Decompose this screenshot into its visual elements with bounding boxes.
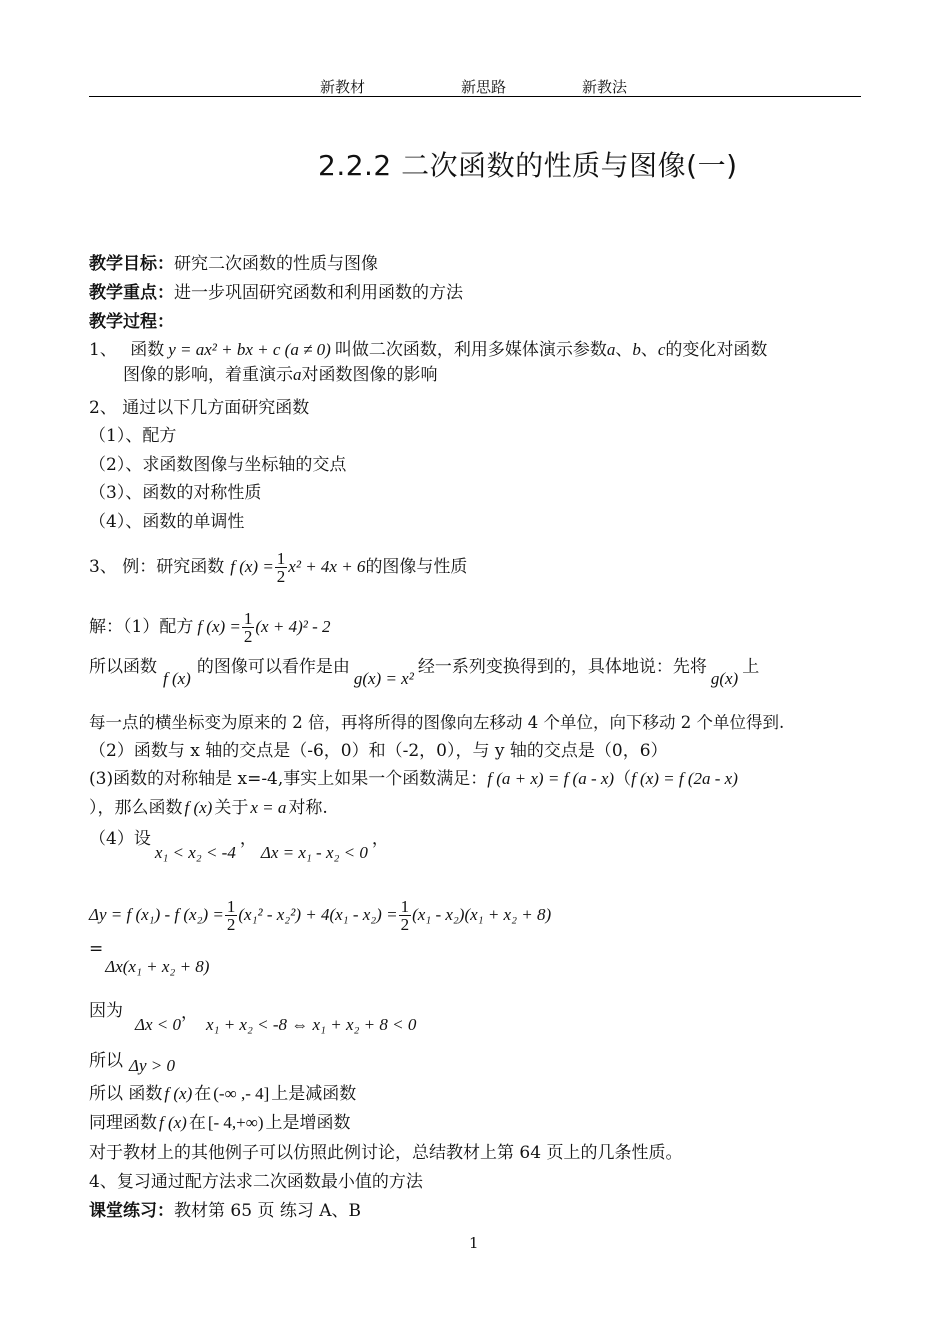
numerator: 1: [226, 897, 236, 916]
denominator: 2: [400, 915, 410, 934]
function-rest: x² + 4x + 6: [288, 557, 366, 576]
delta-x-condition: Δx = x₁ - x₂ < 0: [260, 843, 368, 862]
item3-tail: 的图像与性质: [365, 557, 468, 577]
x-condition: x₁ < x₂ < -4: [154, 843, 236, 862]
decreasing-interval: (-∞ ,- 4]: [213, 1084, 270, 1103]
dec-b: 在: [194, 1084, 212, 1104]
header-item: 新教法: [582, 78, 628, 96]
inc-a: 同理函数: [89, 1113, 157, 1133]
quadratic-formula: y = ax² + bx + c (a ≠ 0): [168, 340, 331, 359]
fx-expression: f (x): [164, 1084, 193, 1103]
param-c: c: [657, 340, 666, 359]
solution-line: [89, 610, 331, 645]
axis-equation: x = a: [250, 798, 287, 817]
other-examples-line: 对于教材上的其他例子可以仿照此例讨论，总结教材上第 64 页上的几条性质。: [89, 1143, 683, 1163]
symmetry-line2: [89, 797, 328, 819]
inc-c: 上是增函数: [265, 1113, 351, 1133]
because-label: 因为: [89, 1001, 123, 1021]
transform-line2: 每一点的横坐标变为原来的 2 倍，再将所得的图像向左移动 4 个单位，向下移动 2 个单位得到.: [89, 713, 785, 732]
process-label: 教学过程：: [89, 312, 174, 332]
practice-text: 教材第 65 页 练习 A、B: [174, 1201, 362, 1221]
mono-pre: （4）设: [89, 829, 151, 849]
mono-so: [89, 1050, 175, 1075]
symmetry-line1: [89, 768, 738, 790]
objective-text: 研究二次函数的性质与图像: [174, 254, 378, 274]
param-a: a: [606, 340, 616, 359]
numerator: 1: [243, 609, 253, 628]
decreasing-line: [89, 1083, 356, 1105]
increasing-interval: [- 4,+∞): [207, 1113, 264, 1132]
item3-line: [89, 550, 467, 585]
gx-expression: g(x) = x²: [353, 669, 414, 688]
fraction: [275, 550, 288, 585]
item2-sub2: （2）、求函数图像与坐标轴的交点: [89, 455, 347, 475]
separator: 、: [615, 340, 633, 360]
inc-b: 在: [188, 1113, 206, 1133]
paren: （: [614, 769, 632, 789]
item1-line2c: 对函数图像的影响: [301, 365, 438, 385]
intersect-line: （2）函数与 x 轴的交点是（-6，0）和（-2，0），与 y 轴的交点是（0，6）: [89, 741, 668, 761]
fx-expression: f (x): [159, 1113, 187, 1132]
mono-line1: [89, 828, 389, 862]
param-b: b: [632, 340, 641, 359]
symmetry-line2c: 对称.: [288, 798, 328, 818]
fraction: [399, 898, 412, 933]
delta-y-expr2: (x₁² - x₂²) + 4(x₁ - x₂) =: [238, 905, 398, 924]
item1-pre: 函数: [130, 340, 165, 360]
fx-expression: f (x): [163, 669, 191, 688]
header-rule: [89, 96, 861, 97]
transform-d: 上: [742, 657, 760, 677]
numerator: 1: [400, 897, 410, 916]
item-number: 1、: [89, 340, 117, 360]
denominator: 2: [243, 627, 253, 646]
item2-sub4: （4）、函数的单调性: [89, 512, 245, 532]
fx-expression: f (x): [184, 798, 213, 817]
delta-y-positive: Δy > 0: [129, 1056, 175, 1075]
param-a: a: [293, 365, 302, 384]
item2-line: 2、 通过以下几方面研究函数: [89, 398, 310, 418]
symmetry-condition-alt: f (x) = f (2a - x): [631, 769, 738, 788]
sum-condition: x₁ + x₂ < -8 ⇔ x₁ + x₂ + 8 < 0: [206, 1015, 417, 1034]
comma: ，: [181, 1003, 198, 1023]
practice-line: [89, 1200, 361, 1222]
so-label: 所以: [89, 1051, 123, 1071]
denominator: 2: [276, 567, 286, 586]
focus-text: 进一步巩固研究函数和利用函数的方法: [174, 283, 463, 303]
header-item: 新教材: [320, 78, 366, 96]
symmetry-condition: f (a + x) = f (a - x): [487, 769, 615, 788]
delta-y-expr: Δy = f (x₁) - f (x₂) =: [89, 905, 224, 924]
practice-label: 课堂练习：: [89, 1201, 174, 1221]
transform-b: 的图像可以看作是由: [196, 657, 350, 677]
item1-line2a: 图像的影响，着重演示: [123, 365, 293, 385]
transform-c: 经一系列变换得到的，具体地说：先将: [417, 657, 707, 677]
item1-text1: 叫做二次函数，利用多媒体演示参数: [334, 340, 607, 360]
item2-sub1: （1）、配方: [89, 426, 177, 446]
mono-delta-y: [89, 898, 551, 933]
gx-expression: g(x): [710, 669, 739, 688]
comma: ，: [239, 829, 257, 849]
transform-a: 所以函数: [89, 657, 157, 677]
objective-label: 教学目标：: [89, 254, 174, 274]
objective-line: [89, 253, 378, 275]
focus-line: [89, 282, 463, 304]
comma: ，: [371, 829, 389, 849]
mono-eq: [89, 939, 210, 976]
focus-label: 教学重点：: [89, 283, 174, 303]
fx-expression: f (x) =: [230, 557, 274, 576]
transform-line1: [89, 656, 760, 688]
symmetry-line2b: 关于: [214, 798, 249, 818]
item1-line1: [89, 339, 767, 361]
delta-x-product: Δx(x₁ + x₂ + 8): [105, 957, 210, 976]
dec-c: 上是减函数: [271, 1084, 357, 1104]
page-number: 1: [469, 1234, 479, 1252]
process-line: [89, 311, 174, 333]
numerator: 1: [276, 549, 286, 568]
mono-because: [89, 1000, 123, 1022]
separator: 、: [640, 340, 658, 360]
increasing-line: [89, 1112, 351, 1134]
fx-expression: f (x) =: [197, 617, 241, 636]
mono-because-expr: [135, 1003, 417, 1036]
denominator: 2: [226, 915, 236, 934]
item2-sub3: （3）、函数的对称性质: [89, 483, 262, 503]
fraction: [225, 898, 238, 933]
item1-line2: [123, 364, 438, 386]
item4-line: 4、复习通过配方法求二次函数最小值的方法: [89, 1172, 423, 1192]
equals-sign: =: [89, 939, 104, 959]
vertex-form: (x + 4)² - 2: [255, 617, 331, 636]
delta-y-expr3: (x₁ - x₂)(x₁ + x₂ + 8): [412, 905, 552, 924]
item1-text2: 的变化对函数: [665, 340, 768, 360]
item3-text: 3、 例：研究函数: [89, 557, 225, 577]
delta-x-negative: Δx < 0: [135, 1015, 181, 1034]
dec-a: 所以 函数: [89, 1084, 163, 1104]
symmetry-line2a: ），那么函数: [89, 798, 183, 818]
symmetry-a: (3)函数的对称轴是 x=-4,事实上如果一个函数满足：: [89, 769, 488, 789]
solution-pre: 解：（1）配方: [89, 617, 194, 637]
header-item: 新思路: [461, 78, 507, 96]
document-title: 2.2.2 二次函数的性质与图像(一): [318, 149, 738, 182]
fraction: [242, 610, 255, 645]
